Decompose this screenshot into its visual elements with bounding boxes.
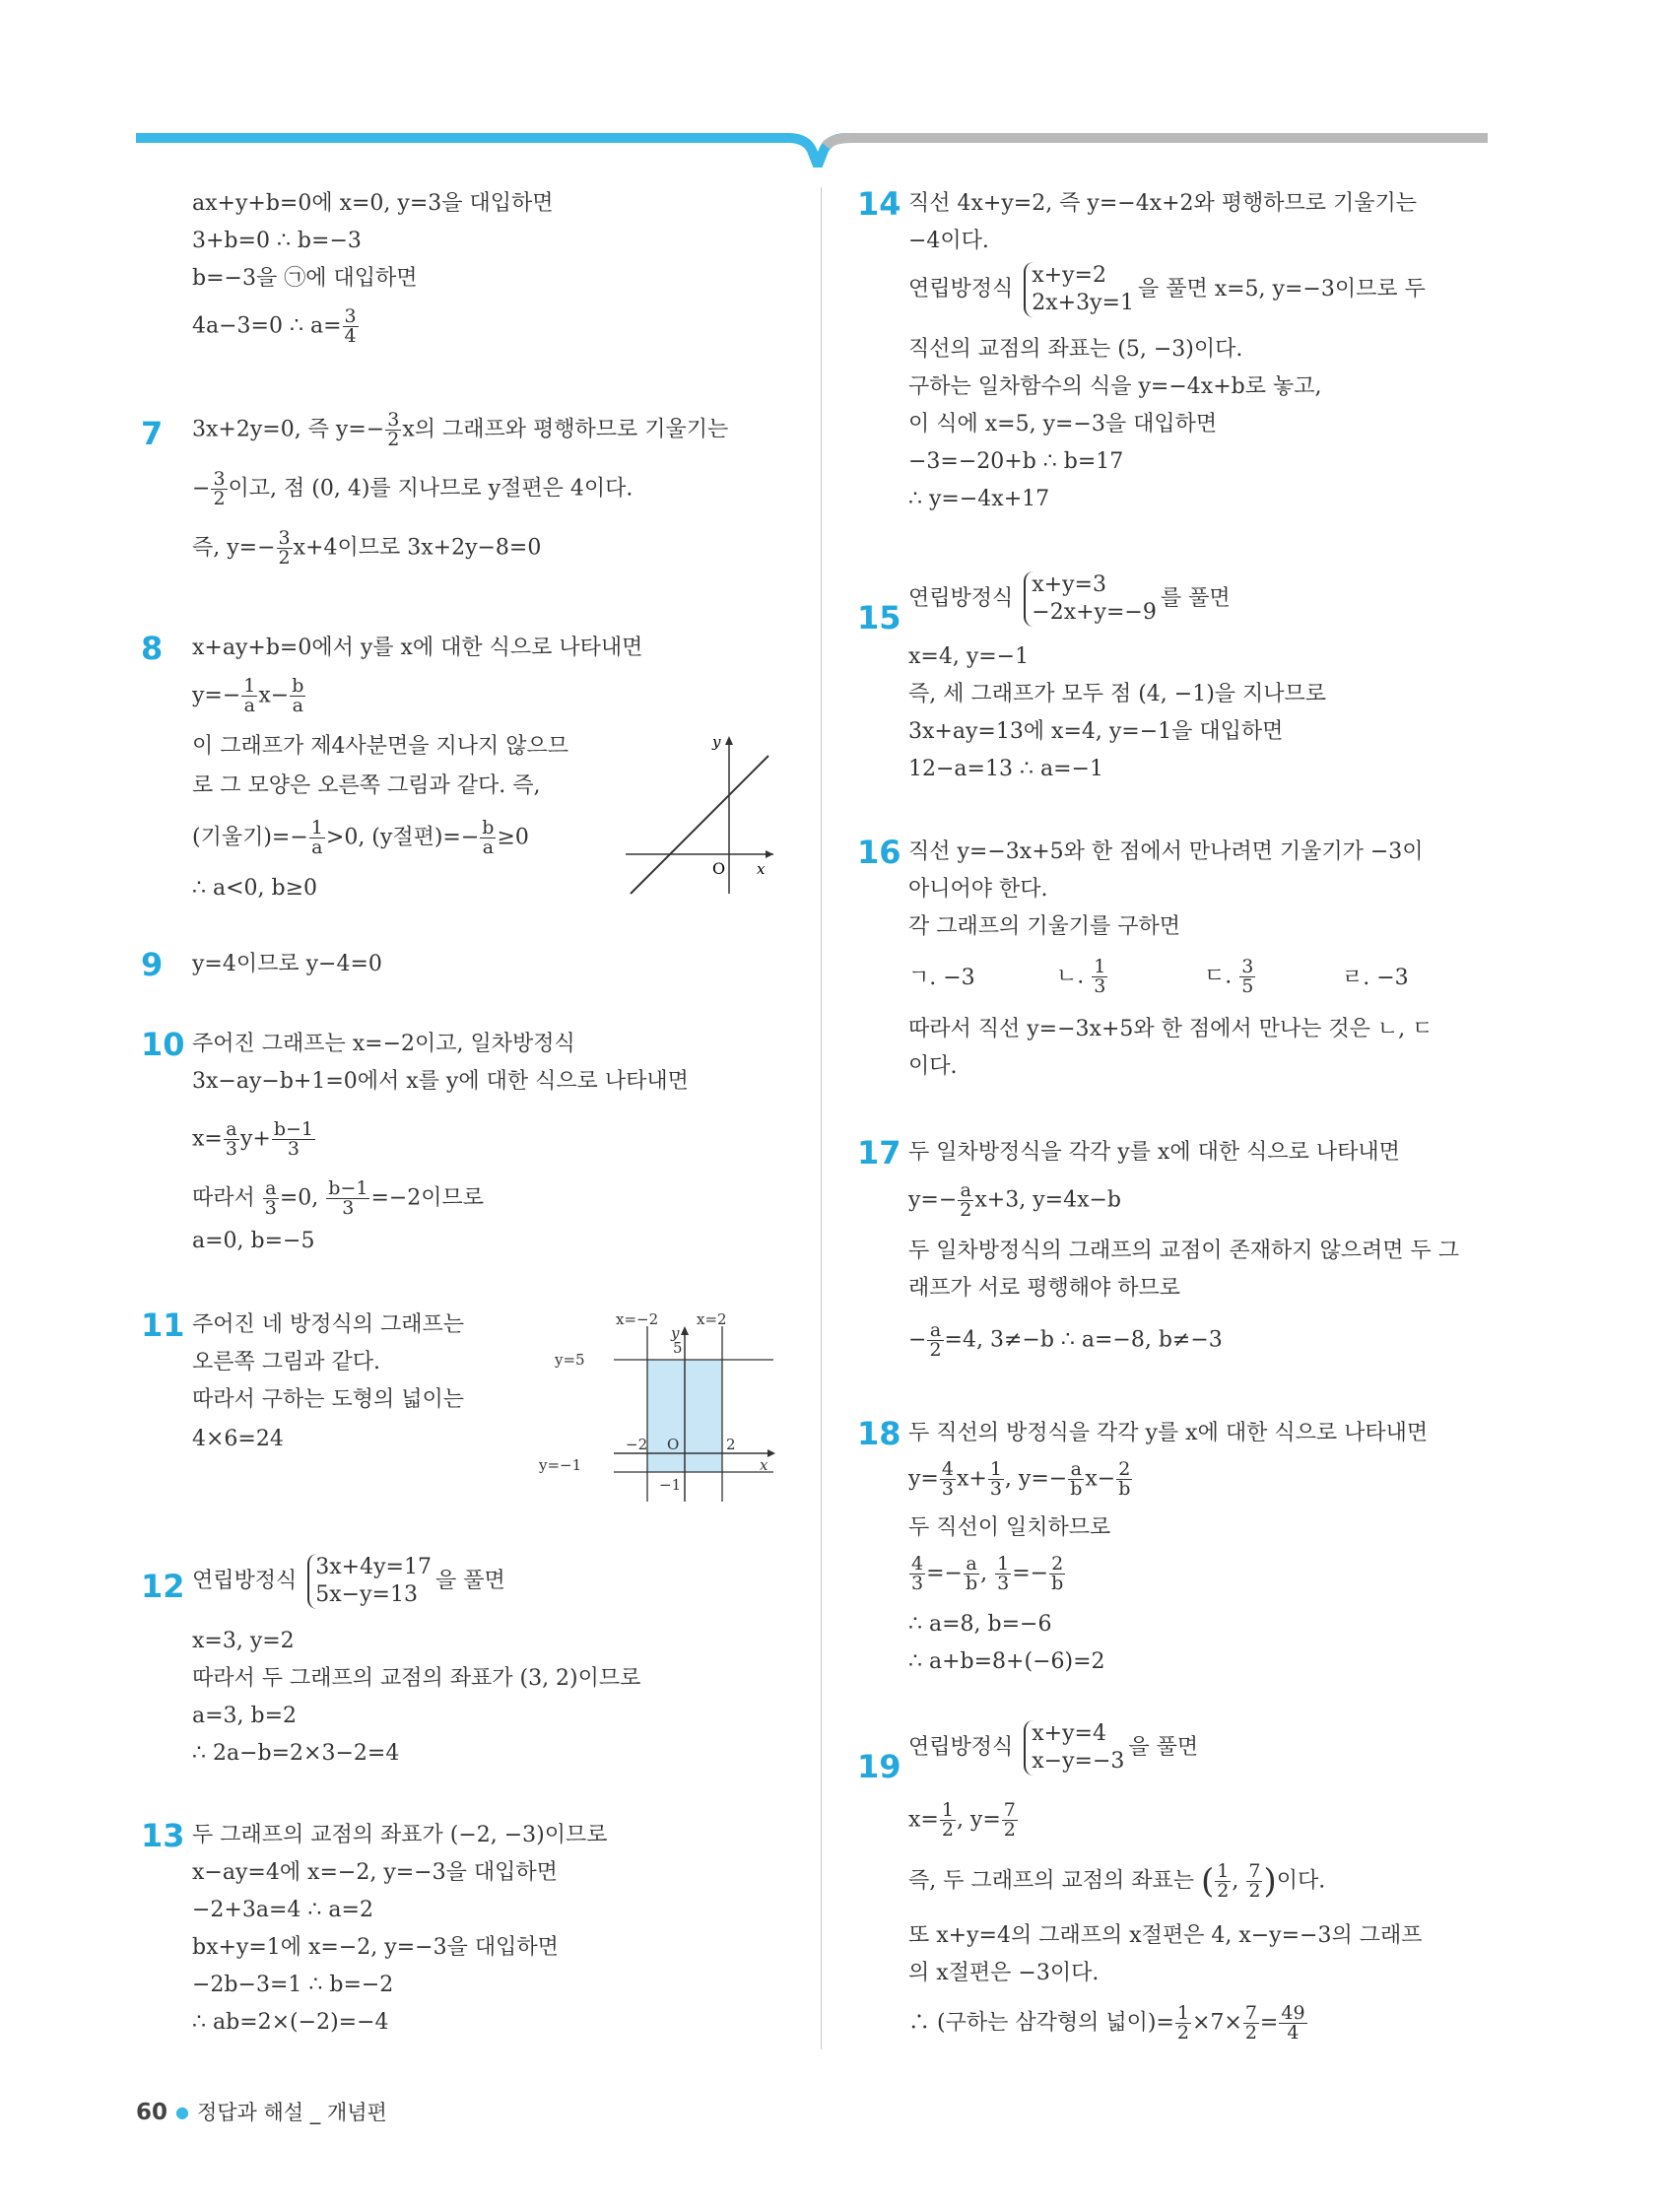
text-line: 연립방정식 3x+4y=17 5x−y=13 을 풀면 xyxy=(192,1555,505,1607)
fraction: $\frac{49}{4}$ xyxy=(1281,2002,1305,2044)
text-line: 즉, y=− $\frac{3}{2}$ x+4이므로 3x+2y−8=0 xyxy=(192,527,542,569)
intro-line: ax+y+b=0에 x=0, y=3을 대입하면 xyxy=(192,191,554,216)
fraction: $\frac{1}{2}$ xyxy=(941,1799,954,1841)
intro-line: 3+b=0 ∴ b=−3 xyxy=(192,229,362,253)
text-line: bx+y=1에 x=−2, y=−3을 대입하면 xyxy=(192,1935,559,1960)
fraction: $\frac{7}{2}$ xyxy=(1003,1799,1016,1841)
choice-3: ㄷ. $\frac{3}{5}$ xyxy=(1204,956,1254,997)
problem-number: 8 xyxy=(141,630,164,667)
text-line: ∴ 2a−b=2×3−2=4 xyxy=(192,1741,400,1766)
problem-number: 10 xyxy=(141,1026,185,1063)
fraction: $\frac{1}{a}$ xyxy=(310,817,323,858)
page-footer xyxy=(136,2097,387,2126)
fraction: $\frac{a}{2}$ xyxy=(929,1319,942,1361)
text-line: 직선 4x+y=2, 즉 y=−4x+2와 평행하므로 기울기는 xyxy=(908,191,1418,216)
column-divider xyxy=(821,187,822,2049)
choice-2: ㄴ. $\frac{1}{3}$ xyxy=(1056,956,1106,997)
text-line: a=0, b=−5 xyxy=(192,1229,315,1253)
label-x-minus-2: x=−2 xyxy=(616,1310,659,1328)
problem-11-graph xyxy=(537,1308,783,1506)
equation-system: 3x+4y=17 5x−y=13 xyxy=(307,1554,432,1609)
fraction: $\frac{4}{3}$ xyxy=(941,1458,954,1500)
fraction: $\frac{7}{2}$ xyxy=(1244,2002,1257,2044)
problem-number: 9 xyxy=(141,946,164,983)
text-line: 직선의 교점의 좌표는 (5, −3)이다. xyxy=(908,337,1243,362)
text-line: 연립방정식 x+y=4 x−y=−3 을 풀면 xyxy=(908,1721,1199,1774)
tick-2: 2 xyxy=(726,1436,736,1453)
equation-system: x+y=3 −2x+y=−9 xyxy=(1024,571,1157,627)
fraction: $\frac{3}{4}$ xyxy=(344,305,357,347)
text-line: 3x+ay=13에 x=4, y=−1을 대입하면 xyxy=(908,719,1284,744)
text-line: ∴ ab=2×(−2)=−4 xyxy=(192,2010,389,2035)
text-line: 따라서 두 그래프의 교점의 좌표가 (3, 2)이므로 xyxy=(192,1666,641,1691)
origin-label: O xyxy=(667,1436,680,1453)
text-line: 12−a=13 ∴ a=−1 xyxy=(908,757,1103,781)
fraction: $\frac{7}{2}$ xyxy=(1248,1860,1261,1902)
page-number: 60 xyxy=(136,2100,168,2125)
text-line: 오른쪽 그림과 같다. xyxy=(192,1350,380,1374)
text-line: 의 x절편은 −3이다. xyxy=(908,1961,1100,1985)
text-line: y= $\frac{4}{3}$ x+ $\frac{1}{3}$ , y=− $\frac{a}{b}$ x− $\frac{2}{b}$ xyxy=(908,1458,1131,1500)
label-y-5: y=5 xyxy=(555,1351,585,1369)
fraction: $\frac{a}{b}$ xyxy=(965,1553,978,1594)
fraction: $\frac{3}{2}$ xyxy=(387,409,400,450)
intro-line: b=−3을 ㉠에 대입하면 xyxy=(192,266,418,291)
intro-line: 4a−3=0 ∴ a= $\frac{3}{4}$ xyxy=(192,305,357,347)
text-line: y=− $\frac{a}{2}$ x+3, y=4x−b xyxy=(908,1179,1121,1221)
text-line: 두 일차방정식의 그래프의 교점이 존재하지 않으려면 두 그 xyxy=(908,1239,1460,1263)
fraction: $\frac{b-1}{3}$ xyxy=(273,1118,313,1160)
fraction: $\frac{1}{3}$ xyxy=(989,1458,1002,1500)
fraction: $\frac{4}{3}$ xyxy=(911,1553,924,1594)
bullet-icon: ● xyxy=(175,2103,189,2121)
text-line: x+ay+b=0에서 y를 x에 대한 식으로 나타내면 xyxy=(192,636,643,660)
text-line: ∴ a+b=8+(−6)=2 xyxy=(908,1649,1105,1674)
text-line: 래프가 서로 평행해야 하므로 xyxy=(908,1276,1181,1301)
text-line: ∴ a<0, b≥0 xyxy=(192,876,318,901)
problem-number: 14 xyxy=(857,185,901,223)
choice-4: ㄹ. −3 xyxy=(1342,966,1409,990)
problem-number: 17 xyxy=(857,1134,901,1172)
equation-system: x+y=4 x−y=−3 xyxy=(1024,1720,1124,1776)
book-title: 정답과 해설 _ 개념편 xyxy=(196,2101,387,2124)
text-line: (기울기)=− $\frac{1}{a}$ >0, (y절편)=− $\frac{b}{a}$ ≥0 xyxy=(192,817,529,858)
problem-number: 16 xyxy=(857,834,901,871)
text-line: 두 일차방정식을 각각 y를 x에 대한 식으로 나타내면 xyxy=(908,1140,1400,1165)
problem-number: 15 xyxy=(857,599,901,637)
text-line: 이 그래프가 제4사분면을 지나지 않으므 xyxy=(192,734,569,759)
text-line: 따라서 직선 y=−3x+5와 한 점에서 만나는 것은 ㄴ, ㄷ xyxy=(908,1017,1434,1041)
choice-1: ㄱ. −3 xyxy=(908,966,975,990)
origin-label: O xyxy=(712,859,726,878)
fraction: $\frac{3}{5}$ xyxy=(1241,956,1254,997)
label-y-minus-1: y=−1 xyxy=(539,1456,582,1474)
text-line: 아니어야 한다. xyxy=(908,877,1048,902)
text-line: − $\frac{a}{2}$ =4, 3≠−b ∴ a=−8, b≠−3 xyxy=(908,1319,1223,1361)
problem-number: 13 xyxy=(141,1817,185,1854)
fraction: $\frac{2}{b}$ xyxy=(1051,1553,1064,1594)
fraction: $\frac{1}{2}$ xyxy=(1217,1860,1230,1902)
text-line: 두 그래프의 교점의 좌표가 (−2, −3)이므로 xyxy=(192,1823,608,1847)
fraction: $\frac{a}{3}$ xyxy=(225,1118,237,1160)
problem-number: 7 xyxy=(141,415,164,452)
fraction: $\frac{1}{3}$ xyxy=(997,1553,1010,1594)
text-line: 주어진 네 방정식의 그래프는 xyxy=(192,1312,465,1337)
y-axis-label: y xyxy=(671,1324,680,1342)
x-axis-label: x xyxy=(760,1456,768,1474)
text-line: 3x+2y=0, 즉 y=− $\frac{3}{2}$ x의 그래프와 평행하므로 기울기는 xyxy=(192,409,729,450)
text-line: 또 x+y=4의 그래프의 x절편은 4, x−y=−3의 그래프 xyxy=(908,1923,1423,1948)
text-line: 4×6=24 xyxy=(192,1427,284,1451)
text-line: 구하는 일차함수의 식을 y=−4x+b로 놓고, xyxy=(908,374,1322,399)
text-line: x= $\frac{1}{2}$ , y= $\frac{7}{2}$ xyxy=(908,1799,1016,1841)
fraction: $\frac{a}{3}$ xyxy=(264,1177,277,1219)
problem-number: 11 xyxy=(141,1307,185,1344)
text-line: x−ay=4에 x=−2, y=−3을 대입하면 xyxy=(192,1860,558,1885)
text-line: 이 식에 x=5, y=−3을 대입하면 xyxy=(908,412,1218,436)
text-line: ∴ (구하는 삼각형의 넓이)= $\frac{1}{2}$ ×7× $\frac{7}{2}$ = $\frac{49}{4}$ xyxy=(908,2002,1305,2044)
text-line: −3=−20+b ∴ b=17 xyxy=(908,449,1124,474)
fraction: $\frac{3}{2}$ xyxy=(213,468,226,509)
text-line: ∴ y=−4x+17 xyxy=(908,487,1050,511)
text-line: 두 직선의 방정식을 각각 y를 x에 대한 식으로 나타내면 xyxy=(908,1421,1429,1445)
text-line: 각 그래프의 기울기를 구하면 xyxy=(908,914,1181,939)
fraction: $\frac{1}{2}$ xyxy=(1176,2002,1189,2044)
fraction: $\frac{1}{3}$ xyxy=(1094,956,1106,997)
text-line: 따라서 구하는 도형의 넓이는 xyxy=(192,1387,465,1412)
problem-number: 18 xyxy=(857,1415,901,1452)
text-line: a=3, b=2 xyxy=(192,1704,298,1728)
text-line: y=− $\frac{1}{a}$ x− $\frac{b}{a}$ xyxy=(192,675,304,716)
problem-number: 19 xyxy=(857,1748,901,1785)
text-line: 주어진 그래프는 x=−2이고, 일차방정식 xyxy=(192,1032,575,1056)
text-line: 따라서 $\frac{a}{3}$ =0, $\frac{b-1}{3}$ =−2이므로 xyxy=(192,1177,485,1219)
text-line: − $\frac{3}{2}$ 이고, 점 (0, 4)를 지나므로 y절편은 4이다. xyxy=(192,468,634,509)
fraction: $\frac{b}{a}$ xyxy=(482,817,495,858)
text-line: ∴ a=8, b=−6 xyxy=(908,1612,1052,1637)
text-line: 로 그 모양은 오른쪽 그림과 같다. 즉, xyxy=(192,773,541,798)
text-line: 연립방정식 x+y=2 2x+3y=1 을 풀면 x=5, y=−3이므로 두 xyxy=(908,263,1426,315)
fraction: $\frac{a}{b}$ xyxy=(1070,1458,1083,1500)
fraction: $\frac{3}{2}$ xyxy=(278,527,291,569)
text-line: 즉, 세 그래프가 모두 점 (4, −1)을 지나므로 xyxy=(908,682,1327,706)
fraction: $\frac{1}{a}$ xyxy=(243,675,256,716)
problem-8-graph xyxy=(626,731,778,899)
text-line: 이다. xyxy=(908,1054,958,1079)
label-x-2: x=2 xyxy=(697,1310,727,1328)
text-line: −2+3a=4 ∴ a=2 xyxy=(192,1898,373,1922)
tick-5: 5 xyxy=(673,1339,683,1357)
text-line: $\frac{4}{3}$ =− $\frac{a}{b}$ , $\frac{1}{3}$ =− $\frac{2}{b}$ xyxy=(911,1553,1064,1594)
fraction: $\frac{b}{a}$ xyxy=(292,675,304,716)
fraction: $\frac{2}{b}$ xyxy=(1118,1458,1131,1500)
text-line: 연립방정식 x+y=3 −2x+y=−9 를 풀면 xyxy=(908,572,1231,625)
equation-system: x+y=2 2x+3y=1 xyxy=(1024,262,1134,317)
text-line: x=3, y=2 xyxy=(192,1629,295,1653)
tick-minus-1: −1 xyxy=(659,1476,682,1494)
text-line: x=4, y=−1 xyxy=(908,644,1030,669)
text-line: −2b−3=1 ∴ b=−2 xyxy=(192,1973,394,1997)
fraction: $\frac{b-1}{3}$ xyxy=(328,1177,368,1219)
problem-number: 12 xyxy=(141,1568,185,1605)
text-line: x= $\frac{a}{3}$ y+ $\frac{b-1}{3}$ xyxy=(192,1118,313,1160)
x-axis-label: x xyxy=(757,860,766,878)
text-line: y=4이므로 y−4=0 xyxy=(192,952,382,976)
tick-minus-2: −2 xyxy=(626,1436,648,1453)
fraction: $\frac{a}{2}$ xyxy=(960,1179,972,1221)
y-axis-label: y xyxy=(712,733,721,751)
header-tab-bar xyxy=(0,0,1668,168)
text-line: 3x−ay−b+1=0에서 x를 y에 대한 식으로 나타내면 xyxy=(192,1069,689,1094)
text-line: 두 직선이 일치하므로 xyxy=(908,1515,1111,1540)
text-line: 즉, 두 그래프의 교점의 좌표는 ( $\frac{1}{2}$ , $\frac{7}{2}$ )이다. xyxy=(908,1860,1326,1902)
text-line: 직선 y=−3x+5와 한 점에서 만나려면 기울기가 −3이 xyxy=(908,839,1424,864)
text-line: −4이다. xyxy=(908,229,989,253)
